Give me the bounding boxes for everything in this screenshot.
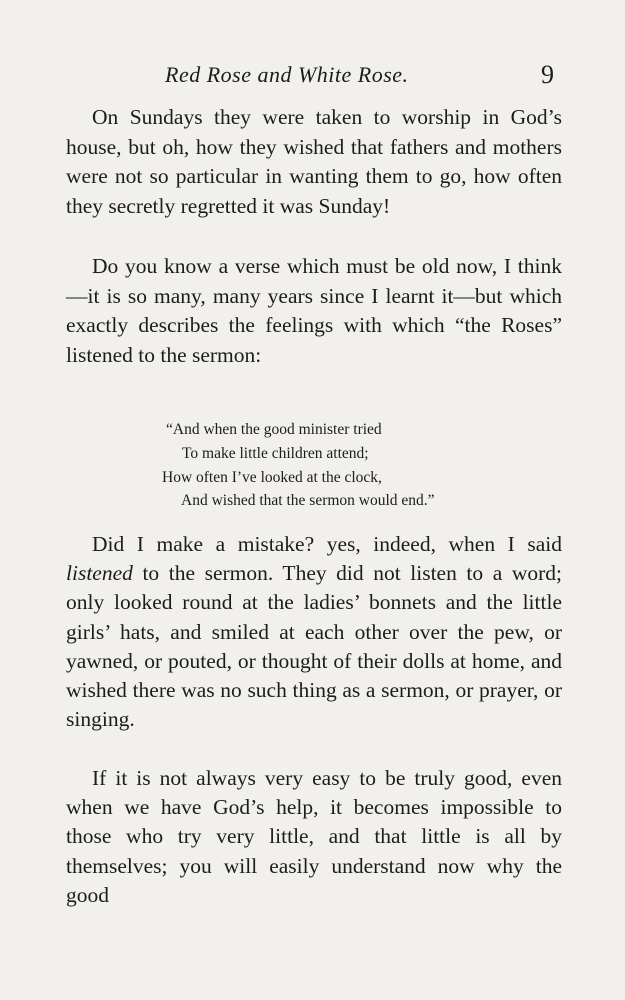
paragraph-1-text: On Sundays they were taken to worship in God’s house, but oh, how they wished that fathers and mothers were not so particular in wanting them to go, how often they secretly regretted it was Sunday!	[66, 105, 562, 218]
verse-line-2: To make little children attend;	[182, 444, 369, 462]
paragraph-3-before: Did I make a mistake? yes, indeed, when I said	[92, 532, 562, 556]
verse-quotation	[140, 418, 435, 513]
paragraph-2	[66, 252, 562, 370]
verse-line-1: “And when the good minister tried	[166, 421, 382, 438]
verse-line-3: How often I’ve looked at the clock,	[162, 468, 382, 486]
paragraph-3	[66, 530, 562, 734]
running-head	[0, 62, 625, 92]
paragraph-4	[66, 764, 562, 910]
running-head-title: Red Rose and White Rose.	[165, 62, 409, 87]
page-number: 9	[541, 60, 554, 89]
paragraph-3-after: to the sermon. They did not listen to a word; only looked round at the ladies’ bonnets and the little girls’ hats, and smiled at each other over the pew, or yawned, or pouted, or thought of their dolls at home, and wished there was no such thing as a sermon, or prayer, or singing.	[66, 561, 562, 732]
paragraph-2-text: Do you know a verse which must be old now, I think—it is so many, many years since I learnt it—but which exactly describes the feelings with which “the Roses” listened to the sermon:	[66, 254, 562, 367]
paragraph-4-text: If it is not always very easy to be truly good, even when we have God’s help, it becomes impossible to those who try very little, and that little is all by themselves; you will easily understand now why the good	[66, 766, 562, 907]
paragraph-3-emphasis: listened	[66, 561, 133, 586]
verse-line-4: And wished that the sermon would end.”	[181, 492, 435, 510]
paragraph-3-text	[66, 530, 562, 734]
paragraph-1	[66, 103, 562, 221]
